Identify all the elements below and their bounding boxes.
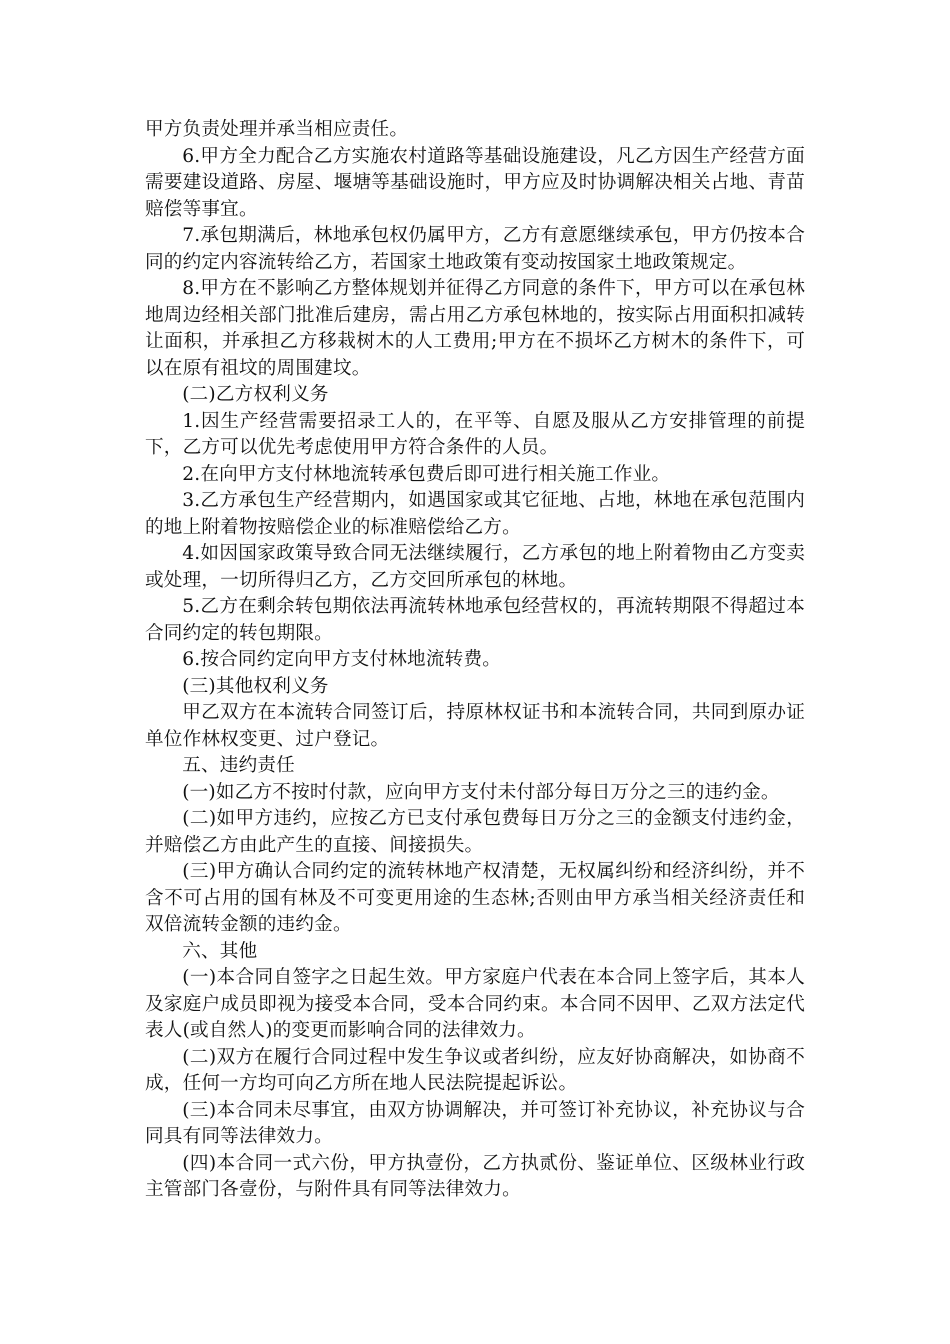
paragraph-b-clause-4: 4.如因国家政策导致合同无法继续履行，乙方承包的地上附着物由乙方变卖或处理，一切所得归乙方，乙方交回所承包的林地。 <box>145 543 805 591</box>
paragraph-b-clause-3: 3.乙方承包生产经营期内，如遇国家或其它征地、占地，林地在承包范围内的地上附着物按赔偿企业的标准赔偿给乙方。 <box>145 490 805 538</box>
paragraph-clause-7: 7.承包期满后，林地承包权仍属甲方，乙方有意愿继续承包，甲方仍按本合同的约定内容流转给乙方，若国家土地政策有变动按国家土地政策规定。 <box>145 225 805 273</box>
paragraph-misc-4: (四)本合同一式六份，甲方执壹份，乙方执贰份、鉴证单位、区级林业行政主管部门各壹份，与附件具有同等法律效力。 <box>145 1152 805 1200</box>
section-heading-party-b: (二)乙方权利义务 <box>182 384 329 405</box>
paragraph-other-rights: 甲乙双方在本流转合同签订后，持原林权证书和本流转合同，共同到原办证单位作林权变更、过户登记。 <box>145 702 805 750</box>
paragraph-b-clause-6: 6.按合同约定向甲方支付林地流转费。 <box>182 649 502 670</box>
paragraph-misc-2: (二)双方在履行合同过程中发生争议或者纠纷，应友好协商解决，如协商不成，任何一方均可向乙方所在地人民法院提起诉讼。 <box>145 1046 805 1094</box>
section-heading-breach: 五、违约责任 <box>182 755 295 776</box>
paragraph-continuation: 甲方负责处理并承当相应责任。 <box>145 119 409 140</box>
paragraph-clause-8: 8.甲方在不影响乙方整体规划并征得乙方同意的条件下，甲方可以在承包林地周边经相关部门批准后建房，需占用乙方承包林地的，按实际占用面积扣减转让面积，并承担乙方移栽树木的人工费用;甲方在不损坏乙方树木的条件下，可以在原有祖坟的周围建坟。 <box>145 278 805 379</box>
paragraph-b-clause-1: 1.因生产经营需要招录工人的，在平等、自愿及服从乙方安排管理的前提下，乙方可以优先考虑使用甲方符合条件的人员。 <box>145 410 805 458</box>
paragraph-b-clause-2: 2.在向甲方支付林地流转承包费后即可进行相关施工作业。 <box>182 463 671 485</box>
paragraph-breach-1: (一)如乙方不按时付款，应向甲方支付未付部分每日万分之三的违约金。 <box>182 781 780 803</box>
paragraph-b-clause-5: 5.乙方在剩余转包期依法再流转林地承包经营权的，再流转期限不得超过本合同约定的转包期限。 <box>145 596 805 644</box>
section-heading-other-rights: (三)其他权利义务 <box>182 675 329 697</box>
paragraph-breach-2: (二)如甲方违约，应按乙方已支付承包费每日万分之三的金额支付违约金，并赔偿乙方由此产生的直接、间接损失。 <box>145 808 805 856</box>
paragraph-misc-1: (一)本合同自签字之日起生效。甲方家庭户代表在本合同上签字后，其本人及家庭户成员即视为接受本合同，受本合同约束。本合同不因甲、乙双方法定代表人(或自然人)的变更而影响合同的法律效力。 <box>145 967 805 1041</box>
paragraph-misc-3: (三)本合同未尽事宜，由双方协调解决，并可签订补充协议，补充协议与合同具有同等法律效力。 <box>145 1099 805 1147</box>
paragraph-breach-3: (三)甲方确认合同约定的流转林地产权清楚，无权属纠纷和经济纠纷，并不含不可占用的国有林及不可变更用途的生态林;否则由甲方承当相关经济责任和双倍流转金额的违约金。 <box>145 861 805 935</box>
section-heading-misc: 六、其他 <box>182 940 258 962</box>
paragraph-clause-6: 6.甲方全力配合乙方实施农村道路等基础设施建设，凡乙方因生产经营方面需要建设道路、房屋、堰塘等基础设施时，甲方应及时协调解决相关占地、青苗赔偿等事宜。 <box>145 145 805 220</box>
document-page <box>145 117 805 1204</box>
